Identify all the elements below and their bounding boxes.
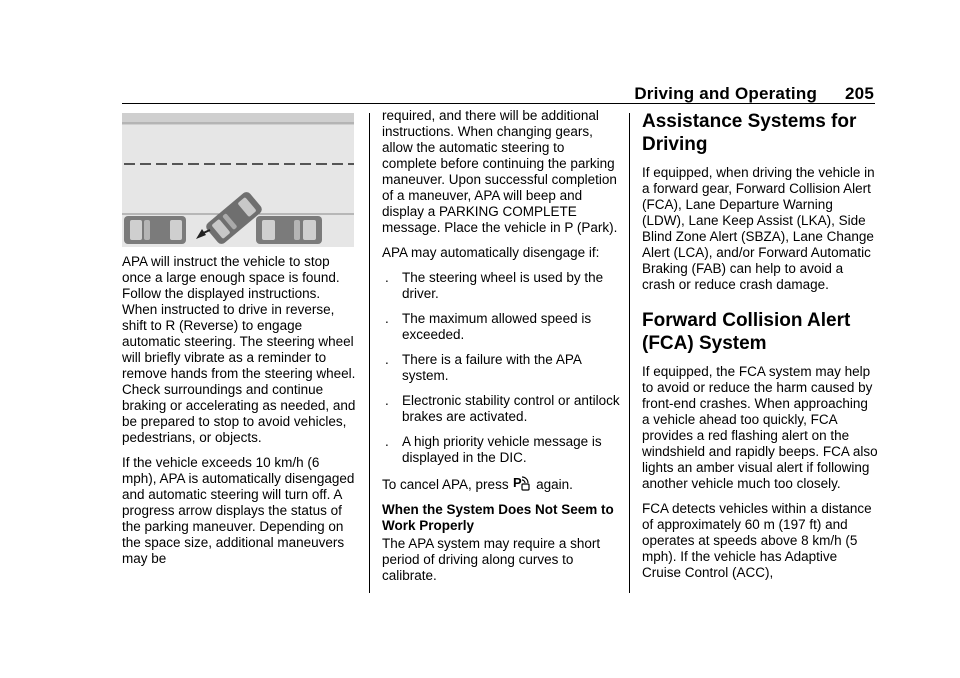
parking-assist-icon (513, 475, 530, 491)
bullet-dot: . (385, 352, 389, 367)
page-number: 205 (845, 84, 874, 103)
column-divider (369, 113, 370, 593)
column-2 (382, 108, 622, 593)
bullet-dot: . (385, 311, 389, 326)
section-title: Driving and Operating (634, 84, 818, 103)
bullet-dot: . (385, 270, 389, 285)
paragraph: If equipped, when driving the vehicle in a forward gear, Forward Collision Alert (FCA), Lane Departure Warning (LDW), Lane Keep Assist (LKA), Side Blind Zone Alert (SBZA), Lane Change Alert (LCA), and/or Forward Automatic Braking (FAB) can help to avoid a crash or reduce crash damage. (642, 165, 875, 292)
header-rule (122, 103, 875, 104)
bullet-item (382, 352, 622, 384)
bullet-text: The maximum allowed speed is exceeded. (402, 311, 592, 342)
bullet-text: Electronic stability control or antilock brakes are activated. (402, 393, 620, 424)
paragraph: FCA detects vehicles within a distance of approximately 60 m (197 ft) and operates at speeds above 8 km/h (5 mph). If the vehicle has Adaptive Cruise Control (ACC), (642, 501, 872, 580)
bullet-item (382, 270, 622, 302)
cancel-text-after: again. (536, 477, 573, 492)
paragraph: The APA system may require a short period of driving along curves to calibrate. (382, 536, 601, 583)
bullet-text: A high priority vehicle message is displayed in the DIC. (402, 434, 602, 465)
cancel-text-before: To cancel APA, press (382, 477, 509, 492)
bullet-text: The steering wheel is used by the driver. (402, 270, 604, 301)
paragraph: If equipped, the FCA system may help to avoid or reduce the harm caused by front-end crashes. When approaching a vehicle ahead too quickly, FCA provides a red flashing alert on the windshield and rapidly beeps. FCA also lights an amber visual alert if following another vehicle much too closely. (642, 364, 878, 491)
column-3 (642, 108, 878, 590)
paragraph: APA will instruct the vehicle to stop once a large enough space is found. Follow the displayed instructions. When instructed to drive in reverse, shift to R (Reverse) to engage automatic steering. The steering wheel will briefly vibrate as a reminder to remove hands from the steering wheel. Check surroundings and continue braking or accelerating as needed, and be prepared to stop to avoid vehicles, pedestrians, or objects. (122, 254, 356, 445)
bullet-dot: . (385, 393, 389, 408)
apa-parking-figure (122, 113, 354, 247)
bullet-text: There is a failure with the APA system. (402, 352, 582, 383)
page-header (634, 84, 874, 104)
bullet-item (382, 311, 622, 343)
column-1 (122, 254, 357, 576)
bullet-dot: . (385, 434, 389, 449)
section-heading: Forward Collision Alert (FCA) System (642, 310, 851, 354)
svg-text:P: P (513, 475, 522, 490)
paragraph: required, and there will be additional instructions. When changing gears, allow the automatic steering to complete before continuing the parking maneuver. Upon successful completion of a maneuver, APA will beep and display a PARKING COMPLETE message. Place the vehicle in P (Park). (382, 108, 618, 235)
bullet-item (382, 434, 622, 466)
column-divider (629, 113, 630, 593)
paragraph: APA may automatically disengage if: (382, 245, 600, 260)
section-heading: Assistance Systems for Driving (642, 111, 857, 155)
subheading: When the System Does Not Seem to Work Properly (382, 502, 614, 533)
cancel-instruction (382, 475, 622, 493)
paragraph: If the vehicle exceeds 10 km/h (6 mph), APA is automatically disengaged and automatic steering will turn off. A progress arrow displays the status of the parking maneuver. Depending on the space size, additional maneuvers may be (122, 455, 355, 566)
bullet-item (382, 393, 622, 425)
